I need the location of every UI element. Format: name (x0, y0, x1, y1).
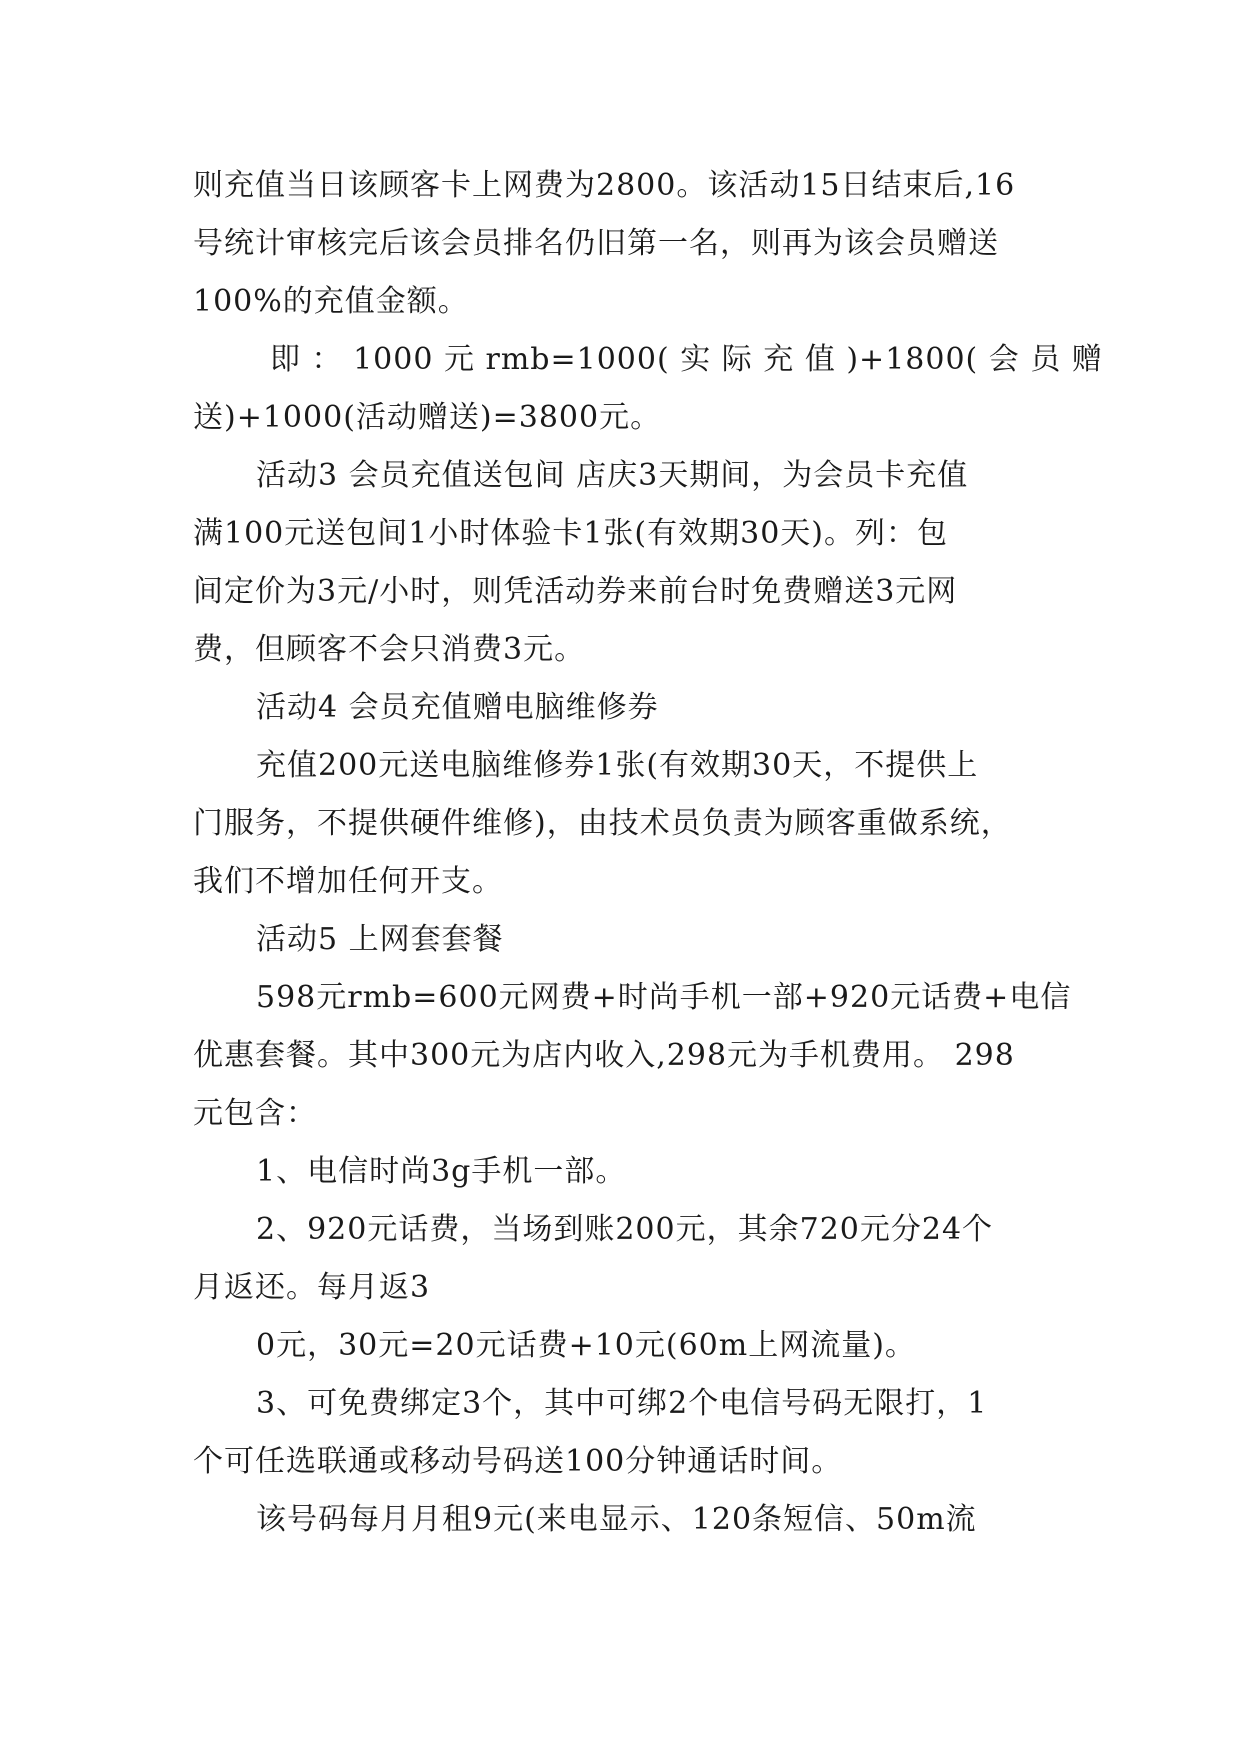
text-line: 元包含： (193, 1096, 317, 1131)
text-line: 间定价为3元/小时，则凭活动券来前台时免费赠送3元网 (193, 574, 958, 609)
text-line: 门服务，不提供硬件维修)，由技术员负责为顾客重做系统， (193, 806, 1012, 841)
text-line: 598元rmb=600元网费+时尚手机一部+920元话费+电信 (256, 980, 1072, 1015)
text-line: 3、可免费绑定3个，其中可绑2个电信号码无限打，1 (256, 1386, 988, 1421)
text-line: 送)+1000(活动赠送)=3800元。 (193, 400, 662, 435)
text-line: 充值200元送电脑维修券1张(有效期30天，不提供上 (256, 748, 979, 783)
text-line: 号统计审核完后该会员排名仍旧第一名，则再为该会员赠送 (193, 226, 999, 261)
text-line: 即 ： 1000 元 rmb=1000( 实 际 充 值 )+1800( 会 员 赠 (270, 342, 1103, 377)
text-line: 活动5 上网套套餐 (256, 922, 504, 957)
text-line: 满100元送包间1小时体验卡1张(有效期30天)。列：包 (193, 516, 949, 551)
text-line: 个可任选联通或移动号码送100分钟通话时间。 (193, 1444, 843, 1479)
text-line: 费，但顾客不会只消费3元。 (193, 632, 586, 667)
text-line: 月返还。每月返3 (193, 1270, 431, 1305)
text-line: 优惠套餐。其中300元为店内收入,298元为手机费用。 298 (193, 1038, 1015, 1073)
text-line: 我们不增加任何开支。 (193, 864, 503, 899)
text-line: 2、920元话费，当场到账200元，其余720元分24个 (256, 1212, 994, 1247)
text-line: 1、电信时尚3g手机一部。 (256, 1154, 627, 1189)
text-line: 0元，30元=20元话费+10元(60m上网流量)。 (256, 1328, 916, 1363)
text-line: 则充值当日该顾客卡上网费为2800。该活动15日结束后,16 (193, 168, 1016, 203)
text-line: 100%的充值金额。 (193, 284, 469, 319)
text-line: 该号码每月月租9元(来电显示、120条短信、50m流 (256, 1502, 977, 1537)
text-line: 活动3 会员充值送包间 店庆3天期间，为会员卡充值 (256, 458, 969, 493)
text-line: 活动4 会员充值赠电脑维修券 (256, 690, 659, 725)
